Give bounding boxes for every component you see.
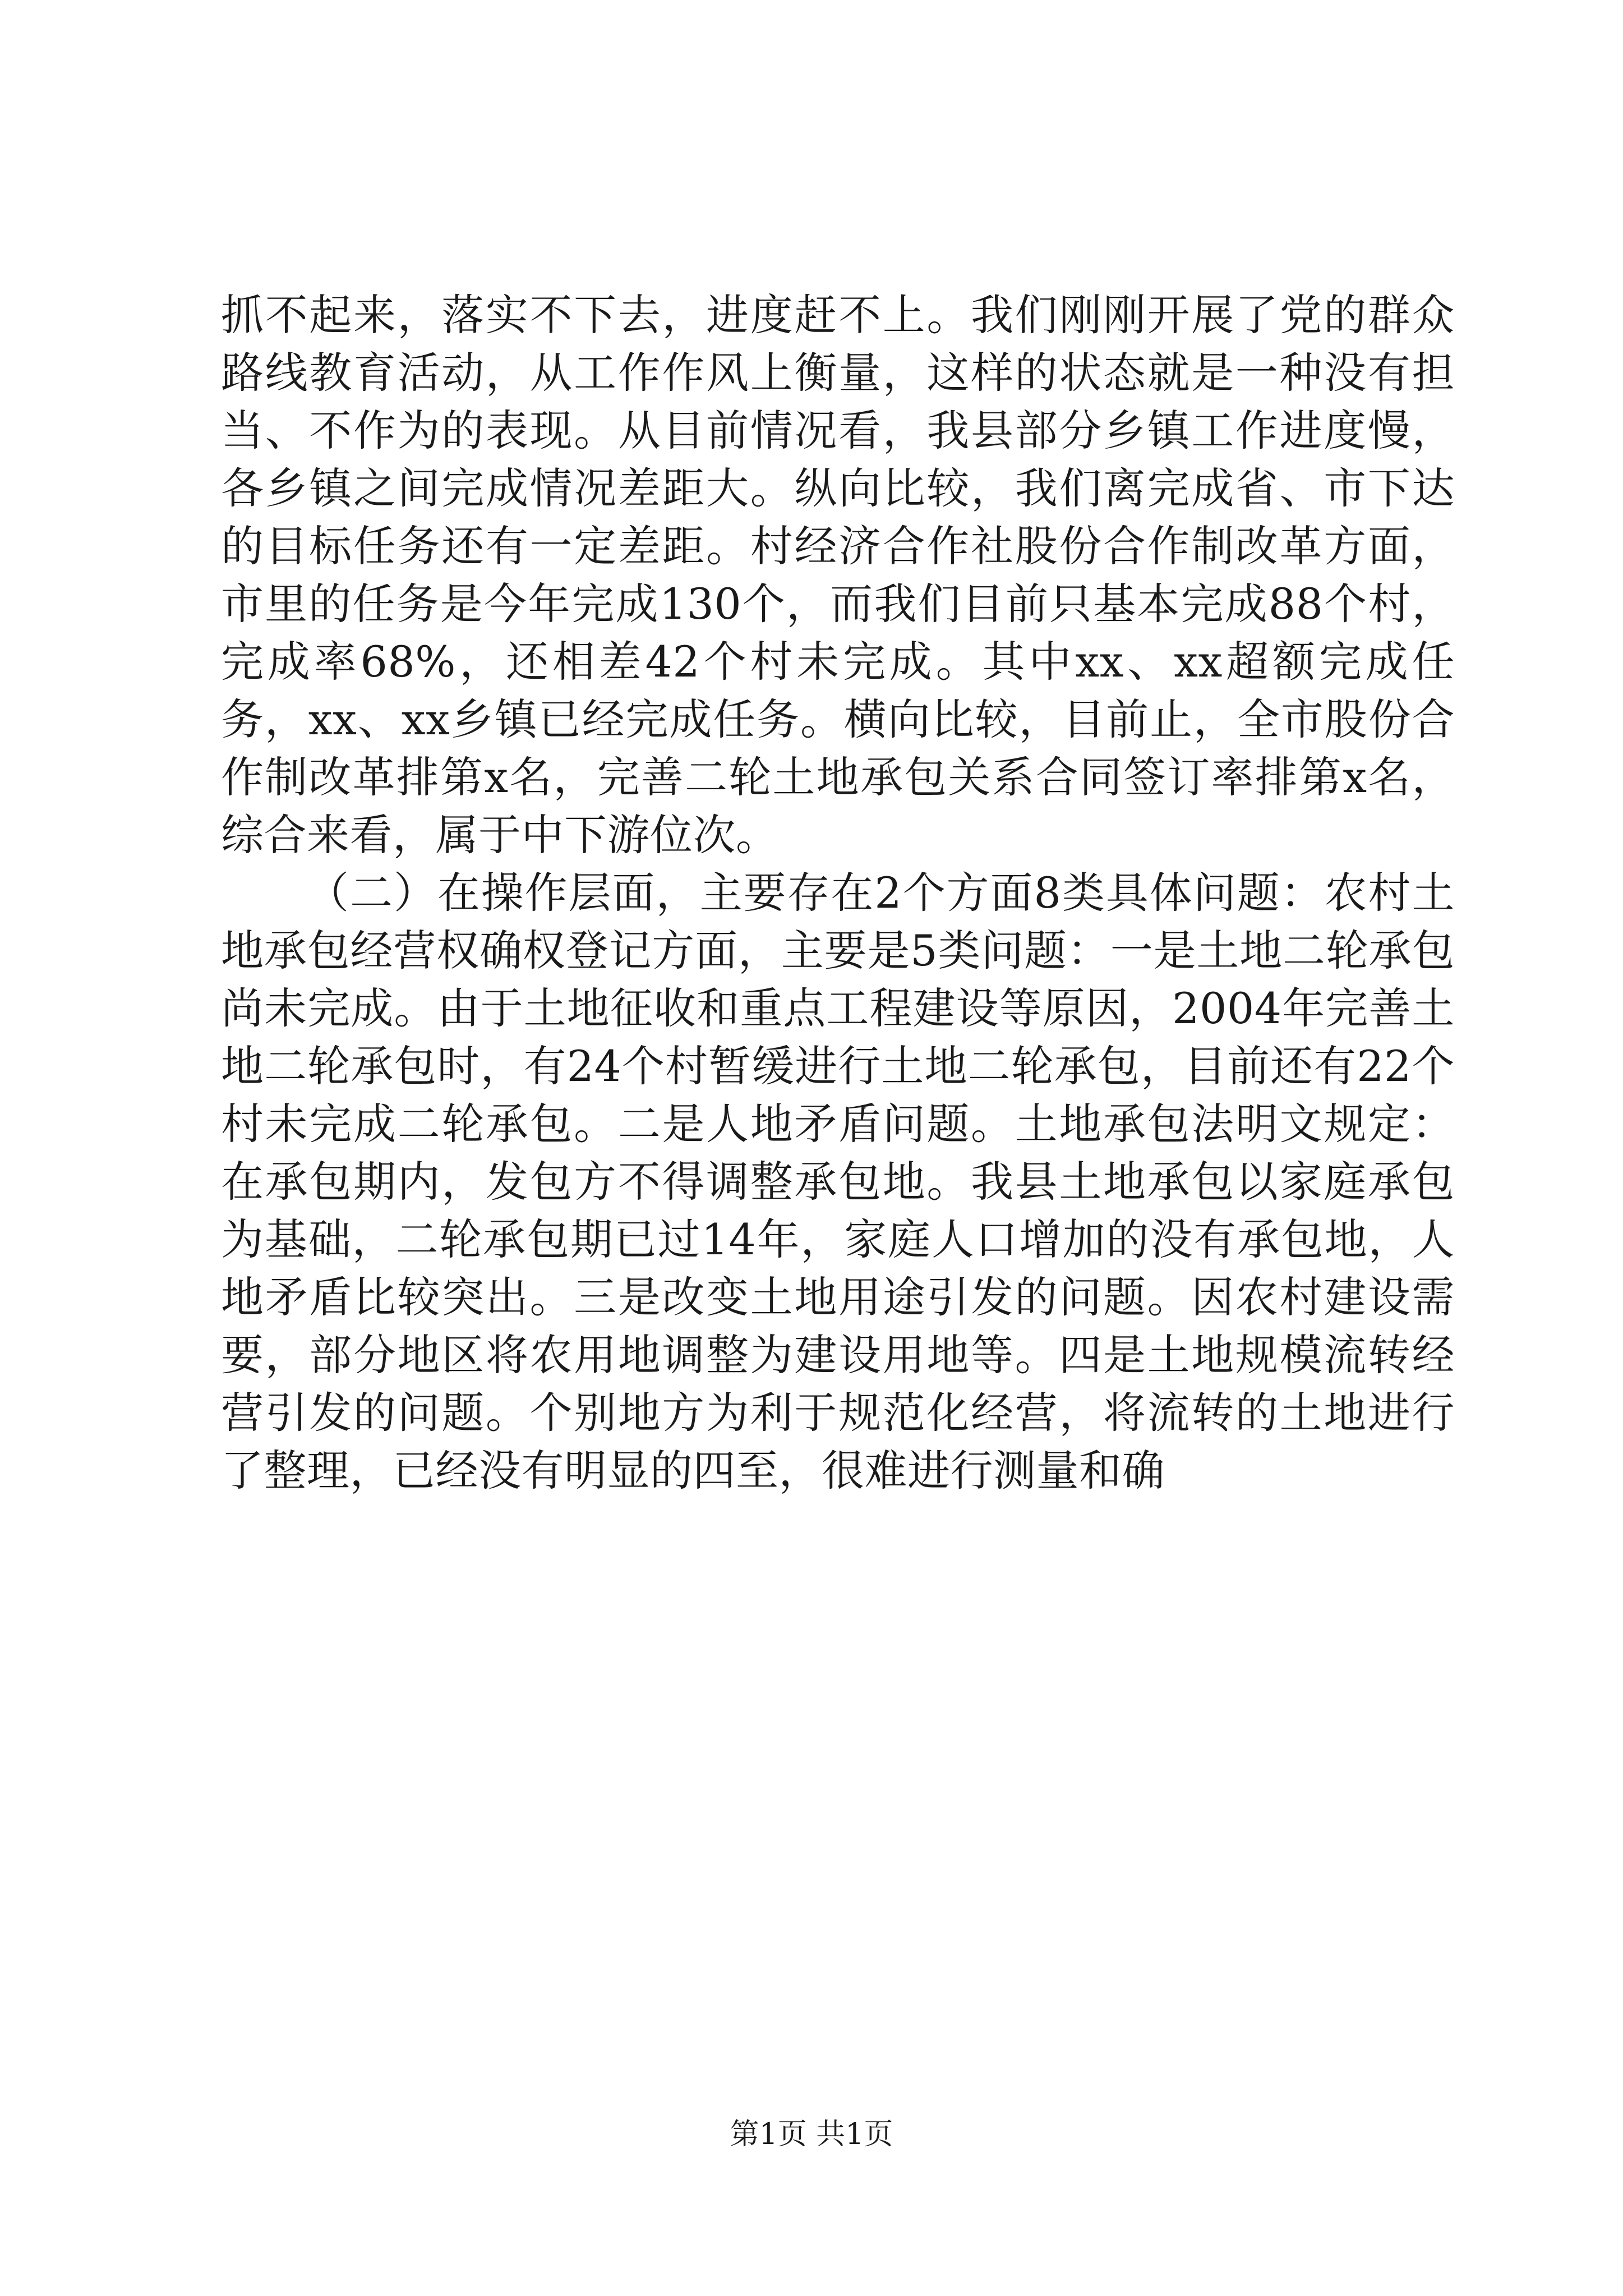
- document-body: [221, 286, 1455, 1499]
- paragraph-1: 抓不起来，落实不下去，进度赶不上。我们刚刚开展了党的群众路线教育活动，从工作作风上衡量，这样的状态就是一种没有担当、不作为的表现。从目前情况看，我县部分乡镇工作进度慢，各乡镇之间完成情况差距大。纵向比较，我们离完成省、市下达的目标任务还有一定差距。村经济合作社股份合作制改革方面，市里的任务是今年完成130个，而我们目前只基本完成88个村，完成率68%，还相差42个村未完成。其中xx、xx超额完成任务，xx、xx乡镇已经完成任务。横向比较，目前止，全市股份合作制改革排第x名，完善二轮土地承包关系合同签订率排第x名，综合来看，属于中下游位次。: [221, 290, 1455, 860]
- paragraph-2: （二）在操作层面，主要存在2个方面8类具体问题：农村土地承包经营权确权登记方面，主要是5类问题：一是土地二轮承包尚未完成。由于土地征收和重点工程建设等原因，2004年完善土地二轮承包时，有24个村暂缓进行土地二轮承包，目前还有22个村未完成二轮承包。二是人地矛盾问题。土地承包法明文规定：在承包期内，发包方不得调整承包地。我县土地承包以家庭承包为基础，二轮承包期已过14年，家庭人口增加的没有承包地，人地矛盾比较突出。三是改变土地用途引发的问题。因农村建设需要，部分地区将农用地调整为建设用地等。四是土地规模流转经营引发的问题。个别地方为利于规范化经营，将流转的土地进行了整理，已经没有明显的四至，很难进行测量和确: [221, 868, 1455, 1496]
- page-footer: 第1页 共1页: [730, 2118, 893, 2151]
